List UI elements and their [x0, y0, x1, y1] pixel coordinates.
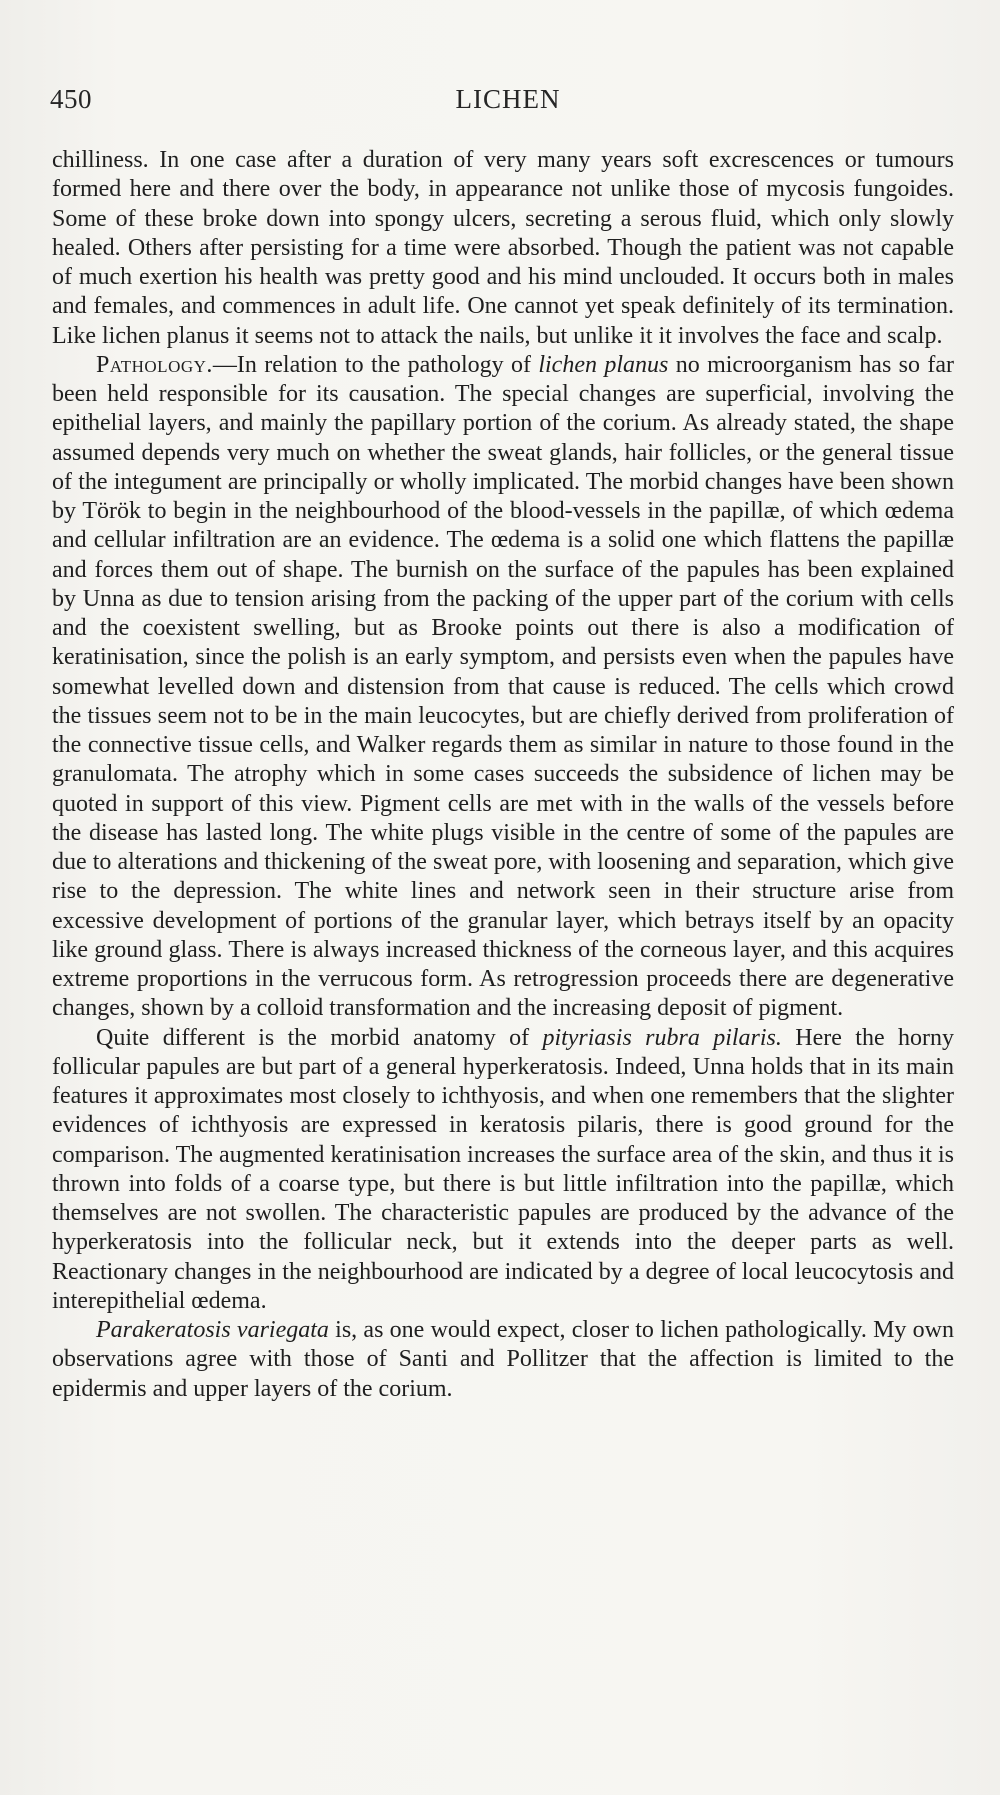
section-heading-pathology: Pathology.	[96, 351, 213, 378]
body-text	[52, 146, 954, 1404]
term-pityriasis-rubra-pilaris: pityriasis rubra pilaris.	[542, 1024, 782, 1051]
term-lichen-planus: lichen planus	[538, 351, 669, 378]
paragraph-2	[52, 351, 954, 1024]
paragraph-4-text-a: is, as one would expect, closer to lichen pathologically. My own observations agree with those of Santi and Pollitzer that the affection is limited to the epidermis and upper layers of the corium.	[52, 1317, 954, 1402]
paragraph-2-text-b: no microorganism has so far been held responsible for its causation. The special changes are superficial, involving the epithelial layers, and mainly the papillary portion of the corium. As already stated, the shape assumed depends very much on whether the sweat glands, hair follicles, or the general tissue of the integument are principally or wholly implicated. The morbid changes have been shown by Török to begin in the neighbourhood of the blood-vessels in the papillæ, of which œdema and cellular infiltration are an evidence. The œdema is a solid one which flattens the papillæ and forces them out of shape. The burnish on the surface of the papules has been explained by Unna as due to tension arising from the packing of the upper part of the corium with cells and the coexistent swelling, but as Brooke points out there is also a modification of keratinisation, since the polish is an early symptom, and persists even when the papules have somewhat levelled down and distension from that cause is reduced. The cells which crowd the tissues seem not to be in the main leucocytes, but are chiefly derived from proliferation of the connective tissue cells, and Walker regards them as similar in nature to those found in the granulomata. The atrophy which in some cases succeeds the subsidence of lichen may be quoted in support of this view. Pigment cells are met with in the walls of the vessels before the disease has lasted long. The white plugs visible in the centre of some of the papules are due to alterations and thickening of the sweat pore, with loosening and separation, which give rise to the depression. The white lines and network seen in their structure arise from excessive development of portions of the granular layer, which betrays itself by an opacity like ground glass. There is always increased thickness of the corneous layer, and this acquires extreme proportions in the verrucous form. As retrogression proceeds there are degenerative changes, shown by a colloid transformation and the increasing deposit of pigment.	[52, 351, 954, 1022]
paragraph-3-text-a: Quite different is the morbid anatomy of	[96, 1024, 543, 1051]
paragraph-3-text-b: Here the horny follicular papules are but part of a general hyperkeratosis. Indeed, Unna holds that in its main features it approximates most closely to ichthyosis, and when one remembers that the slighter evidences of ichthyosis are expressed in keratosis pilaris, there is good ground for the comparison. The augmented keratinisation increases the surface area of the skin, and thus it is thrown into folds of a coarse type, but there is but little infiltration into the papillæ, which themselves are not swollen. The characteristic papules are produced by the advance of the hyperkeratosis into the follicular neck, but it extends into the deeper parts as well. Reactionary changes in the neighbourhood are indicated by a degree of local leucocytosis and interepithelial œdema.	[52, 1024, 954, 1314]
paragraph-2-text-a: —In relation to the pathology of	[212, 351, 539, 378]
running-head	[50, 84, 950, 124]
page-number: 450	[50, 84, 92, 114]
term-parakeratosis-variegata: Parakeratosis variegata	[96, 1317, 329, 1343]
running-title: LICHEN	[455, 84, 561, 114]
paragraph-4	[52, 1316, 954, 1404]
paragraph-3	[52, 1024, 954, 1317]
paragraph-1: chilliness. In one case after a duration of very many years soft excrescences or tumours formed here and there over the body, in appearance not unlike those of mycosis fungoides. Some of these broke down into spongy ulcers, secreting a serous fluid, which only slowly healed. Others after persisting for a time were absorbed. Though the patient was not capable of much exertion his health was pretty good and his mind unclouded. It occurs both in males and females, and commences in adult life. One cannot yet speak definitely of its termination. Like lichen planus it seems not to attack the nails, but unlike it it involves the face and scalp.	[52, 147, 954, 349]
